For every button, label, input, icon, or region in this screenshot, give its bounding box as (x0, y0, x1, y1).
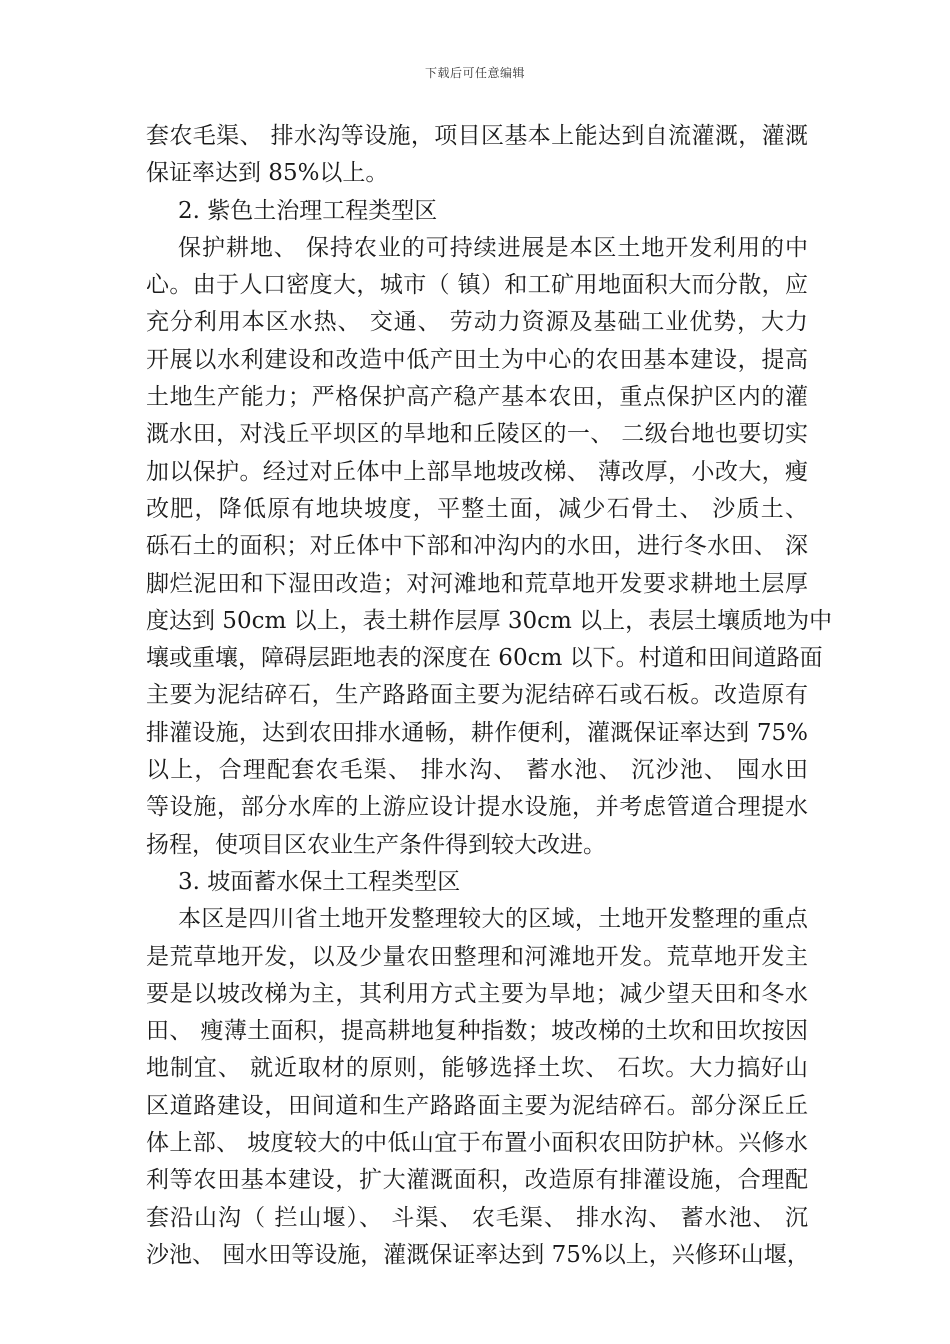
text-line: 扬程，使项目区农业生产条件得到较大改进。 (146, 831, 606, 858)
text-line: 加以保护。经过对丘体中上部旱地坡改梯、 薄改厚，小改大，瘦 (146, 458, 808, 485)
text-line: 开展以水利建设和改造中低产田土为中心的农田基本建设，提高 (146, 346, 808, 373)
text-line: 度达到 50cm 以上，表土耕作层厚 30cm 以上，表层土壤质地为中 (146, 607, 833, 634)
text-line: 主要为泥结碎石，生产路路面主要为泥结碎石或石板。改造原有 (146, 682, 808, 709)
section-heading: 3. 坡面蓄水保土工程类型区 (178, 868, 461, 895)
text-line: 心。由于人口密度大，城市（ 镇）和工矿用地面积大而分散，应 (146, 272, 808, 299)
text-line: 保护耕地、 保持农业的可持续进展是本区土地开发利用的中 (178, 234, 808, 261)
text-line: 套沿山沟（ 拦山堰）、 斗渠、 农毛渠、 排水沟、 蓄水池、 沉 (146, 1204, 808, 1231)
text-line: 改肥，降低原有地块坡度，平整土面，减少石骨土、 沙质土、 (146, 495, 808, 522)
text-line: 是荒草地开发，以及少量农田整理和河滩地开发。荒草地开发主 (146, 943, 808, 970)
text-line: 体上部、 坡度较大的中低山宜于布置小面积农田防护林。兴修水 (146, 1130, 808, 1157)
text-line: 利等农田基本建设，扩大灌溉面积，改造原有排灌设施，合理配 (146, 1167, 808, 1194)
text-line: 套农毛渠、 排水沟等设施，项目区基本上能达到自流灌溉，灌溉 (146, 123, 808, 149)
text-line: 要是以坡改梯为主，其利用方式主要为旱地；减少望天田和冬水 (146, 980, 808, 1007)
text-line: 壤或重壤，障碍层距地表的深度在 60cm 以下。村道和田间道路面 (146, 645, 823, 672)
document-body (146, 118, 833, 1274)
text-line: 砾石土的面积；对丘体中下部和冲沟内的水田，进行冬水田、 深 (146, 533, 808, 560)
text-line: 地制宜、 就近取材的原则，能够选择土坎、 石坎。大力搞好山 (146, 1055, 808, 1082)
text-line: 保证率达到 85%以上。 (146, 160, 389, 187)
text-line: 田、 瘦薄土面积，提高耕地复种指数；坡改梯的土坎和田坎按因 (146, 1018, 808, 1045)
text-line: 溉水田，对浅丘平坝区的旱地和丘陵区的一、 二级台地也要切实 (146, 421, 808, 448)
text-line: 排灌设施，达到农田排水通畅，耕作便利，灌溉保证率达到 75% (146, 719, 808, 746)
text-line: 本区是四川省土地开发整理较大的区域，土地开发整理的重点 (178, 906, 808, 933)
text-line: 沙池、 囤水田等设施，灌溉保证率达到 75%以上，兴修环山堰， (146, 1241, 810, 1268)
download-edit-note: 下载后可任意编辑 (424, 66, 525, 80)
text-line: 土地生产能力；严格保护高产稳产基本农田，重点保护区内的灌 (146, 384, 808, 411)
text-line: 等设施，部分水库的上游应设计提水设施，并考虑管道合理提水 (146, 794, 808, 821)
section-heading: 2. 紫色土治理工程类型区 (178, 197, 438, 224)
text-line: 脚烂泥田和下湿田改造；对河滩地和荒草地开发要求耕地土层厚 (146, 570, 808, 597)
text-line: 区道路建设，田间道和生产路路面主要为泥结碎石。部分深丘丘 (146, 1092, 808, 1119)
text-line: 充分利用本区水热、 交通、 劳动力资源及基础工业优势，大力 (146, 309, 808, 336)
text-line: 以上，合理配套农毛渠、 排水沟、 蓄水池、 沉沙池、 囤水田 (146, 757, 808, 784)
